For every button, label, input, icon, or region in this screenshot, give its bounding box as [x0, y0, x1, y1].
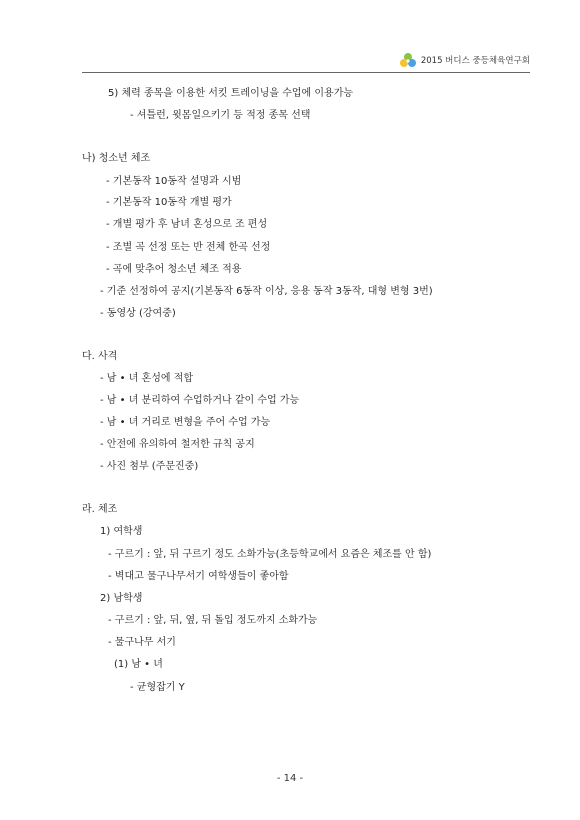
- list-item: - 개별 평가 후 남녀 혼성으로 조 편성: [106, 219, 268, 230]
- sub-item-shuttle-run: - 셔틀런, 윗몸일으키기 등 적정 종목 선택: [130, 110, 311, 121]
- section-shooting: 다. 사격: [82, 351, 118, 362]
- item-5-circuit-training: 5) 체력 종목을 이용한 서킷 트레이닝을 수업에 이용가능: [108, 88, 354, 99]
- sub-heading-girls: 1) 여학생: [100, 526, 143, 537]
- section-gymnastics: 라. 체조: [82, 504, 118, 515]
- list-item: - 남 • 녀 거리로 변형을 주어 수업 가능: [100, 417, 271, 428]
- list-item: - 기준 선정하여 공지(기본동작 6동작 이상, 응용 동작 3동작, 대형 변형 3번): [100, 286, 433, 297]
- list-item: - 남 • 녀 분리하여 수업하거나 같이 수업 가능: [100, 395, 300, 406]
- list-item: - 남 • 녀 혼성에 적합: [100, 373, 194, 384]
- list-item: - 조별 곡 선정 또는 반 전체 한곡 선정: [106, 242, 271, 253]
- sub-heading-boys: 2) 남학생: [100, 593, 143, 604]
- list-item: - 균형잡기 Y: [130, 682, 185, 693]
- header-rule: [82, 72, 530, 73]
- list-item: - 구르기 : 앞, 뒤, 옆, 뒤 돌입 정도까지 소화가능: [108, 615, 318, 626]
- section-youth-gymnastics: 나) 청소년 체조: [82, 153, 151, 164]
- list-item: - 기본동작 10동작 개별 평가: [106, 197, 232, 208]
- list-item: - 동영상 (강여중): [100, 308, 176, 319]
- sub-sub-heading: (1) 남 • 녀: [114, 659, 163, 670]
- list-item: - 사진 첨부 (주문진중): [100, 461, 199, 472]
- list-item: - 곡에 맞추어 청소년 체조 적용: [106, 264, 242, 275]
- list-item: - 구르기 : 앞, 뒤 구르기 정도 소화가능(초등학교에서 요즘은 체조를 안 함): [108, 549, 432, 560]
- page-number: - 14 -: [276, 773, 304, 784]
- page-header: [399, 52, 530, 68]
- header-title: 2015 버디스 중등체육연구회: [420, 56, 530, 66]
- clover-logo-icon: [399, 52, 417, 68]
- list-item: - 기본동작 10동작 설명과 시범: [106, 176, 242, 187]
- list-item: - 물구나무 서기: [108, 637, 176, 648]
- list-item: - 안전에 유의하여 철저한 규칙 공지: [100, 439, 255, 450]
- list-item: - 벽대고 물구나무서기 여학생들이 좋아함: [108, 571, 289, 582]
